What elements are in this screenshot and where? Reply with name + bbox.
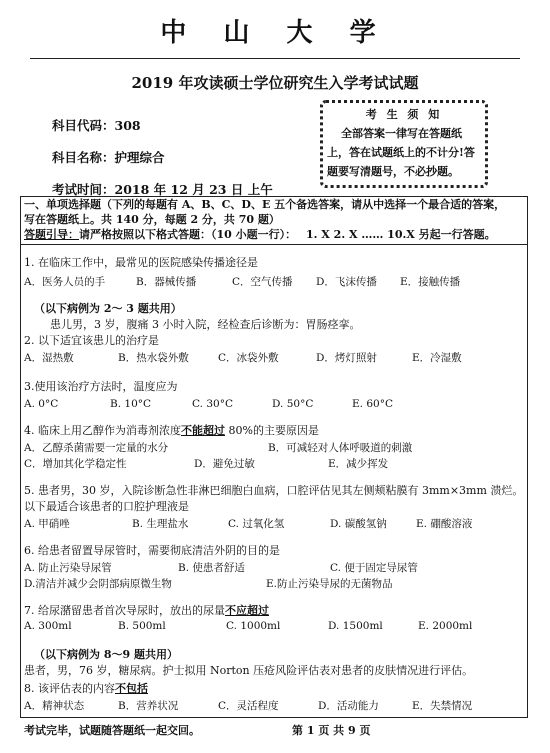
option: D．避免过敏 xyxy=(194,458,255,470)
option: A．医务人员的手 xyxy=(24,276,106,288)
option: D．飞沫传播 xyxy=(316,276,377,288)
option: E．减少挥发 xyxy=(328,458,389,470)
notice-line: 全部答案一律写在答题纸 xyxy=(341,127,462,140)
question-stem: 3.使用该治疗方法时，温度应为 xyxy=(24,380,178,393)
option: C. 30°C xyxy=(192,398,233,410)
option: C．空气传播 xyxy=(232,276,293,288)
case-heading: （以下病例为 8～9 题共用） xyxy=(34,648,178,661)
exam-title: 2019 年攻读硕士学位研究生入学考试试题 xyxy=(131,74,419,92)
option: C．增加其化学稳定性 xyxy=(24,458,127,470)
option: B. 使患者舒适 xyxy=(178,562,245,574)
option: A. 防止污染导尿管 xyxy=(24,562,112,574)
title-divider xyxy=(30,58,520,59)
stem-text: 7. 给尿潴留患者首次导尿时，放出的尿量 xyxy=(24,604,225,617)
option: B. 500ml xyxy=(118,620,166,632)
option: E．失禁情况 xyxy=(412,700,473,712)
case-text: 患儿男，3 岁，腹痛 3 小时入院，经检查后诊断为：胃肠痉挛。 xyxy=(50,318,361,331)
notice-line: 题要写清题号，不必抄题。 xyxy=(327,165,459,178)
option: E. 60°C xyxy=(352,398,393,410)
option: E. 2000ml xyxy=(418,620,473,632)
option: B．可减轻对人体呼吸道的刺激 xyxy=(268,442,413,454)
guide-text: 请严格按照以下格式答题：（10 小题一行）： xyxy=(79,228,297,241)
option: B．营养状况 xyxy=(118,700,179,712)
option: A. 300ml xyxy=(24,620,72,632)
stem-text: 8. 该评估表的内容 xyxy=(24,682,115,695)
stem-emphasis: 不能超过 xyxy=(181,424,225,437)
guide-label: 答题引导： xyxy=(24,228,79,241)
question-stem: 6. 给患者留置导尿管时，需要彻底清洁外阴的目的是 xyxy=(24,544,280,557)
option: C. 便于固定导尿管 xyxy=(330,562,418,574)
option: E．接触传播 xyxy=(400,276,461,288)
option: A．乙醇杀菌需要一定量的水分 xyxy=(24,442,169,454)
option: D．烤灯照射 xyxy=(316,352,377,364)
option: E．冷湿敷 xyxy=(412,352,462,364)
option: A．精神状态 xyxy=(24,700,85,712)
guide-format: 1. X 2. X …… 10.X 另起一行答题。 xyxy=(305,228,496,241)
stem-text: 80%的主要原因是 xyxy=(225,424,319,437)
notice-title: 考 生 须 知 xyxy=(365,108,443,121)
case-heading: （以下病例为 2～ 3 题共用） xyxy=(34,302,182,315)
stem-emphasis: 不应超过 xyxy=(225,604,269,617)
question-stem: 2. 以下适宜该患儿的治疗是 xyxy=(24,334,159,347)
option: E.防止污染导尿的无菌物品 xyxy=(266,578,393,590)
option: C. 过氧化氢 xyxy=(228,518,285,530)
option: A．湿热敷 xyxy=(24,352,74,364)
option: C. 1000ml xyxy=(226,620,281,632)
option: D. 50°C xyxy=(272,398,314,410)
section-heading-2: 写在答题纸上。共 140 分，每题 2 分，共 70 题） xyxy=(24,213,280,226)
option: B. 10°C xyxy=(110,398,152,410)
option: D.清洁并减少会阴部病原微生物 xyxy=(24,578,172,590)
university-title: 中 山 大 学 xyxy=(160,18,390,48)
subject-name: 科目名称：护理综合 xyxy=(52,150,165,165)
question-stem: 5. 患者男，30 岁，入院诊断急性非淋巴细胞白血病，口腔评估见其左侧颊粘膜有 3mm×3mm 溃烂。 xyxy=(24,484,524,497)
option: C．冰袋外敷 xyxy=(218,352,279,364)
option: B．器械传播 xyxy=(136,276,197,288)
question-stem-2: 以下最适合该患者的口腔护理液是 xyxy=(24,500,189,513)
subject-code: 科目代码：308 xyxy=(52,118,141,133)
option: E. 硼酸溶液 xyxy=(416,518,473,530)
case-text: 患者，男，76 岁，糖尿病。护士拟用 Norton 压疮风险评估表对患者的皮肤情况进行评估。 xyxy=(24,664,474,677)
option: D．活动能力 xyxy=(318,700,379,712)
option: A. 0°C xyxy=(24,398,59,410)
candidate-notice xyxy=(320,100,488,188)
section-heading: 一、单项选择题（下列的每题有 A、B、C、D、E 五个备选答案，请从中选择一个最合适的答案， xyxy=(24,198,506,211)
option: A. 甲硝唑 xyxy=(24,518,70,530)
stem-emphasis: 不包括 xyxy=(115,682,148,695)
option: D. 1500ml xyxy=(328,620,383,632)
notice-line: 上，答在试题纸上的不计分!答 xyxy=(327,146,475,159)
option: D. 碳酸氢钠 xyxy=(330,518,387,530)
question-stem xyxy=(24,604,269,618)
option: B．热水袋外敷 xyxy=(118,352,189,364)
page-number: 第 1 页 共 9 页 xyxy=(292,724,371,737)
question-stem: 1. 在临床工作中，最常见的医院感染传播途径是 xyxy=(24,256,258,269)
exam-time: 考试时间：2018 年 12 月 23 日 上午 xyxy=(52,182,273,197)
question-stem xyxy=(24,424,319,438)
stem-text: 4. 临床上用乙醇作为消毒剂浓度 xyxy=(24,424,181,437)
question-stem xyxy=(24,682,148,696)
guide-divider xyxy=(20,244,528,245)
option: C．灵活程度 xyxy=(218,700,279,712)
footer-instruction: 考试完毕，试题随答题纸一起交回。 xyxy=(24,724,200,737)
answer-guide xyxy=(24,228,496,242)
option: B. 生理盐水 xyxy=(132,518,189,530)
